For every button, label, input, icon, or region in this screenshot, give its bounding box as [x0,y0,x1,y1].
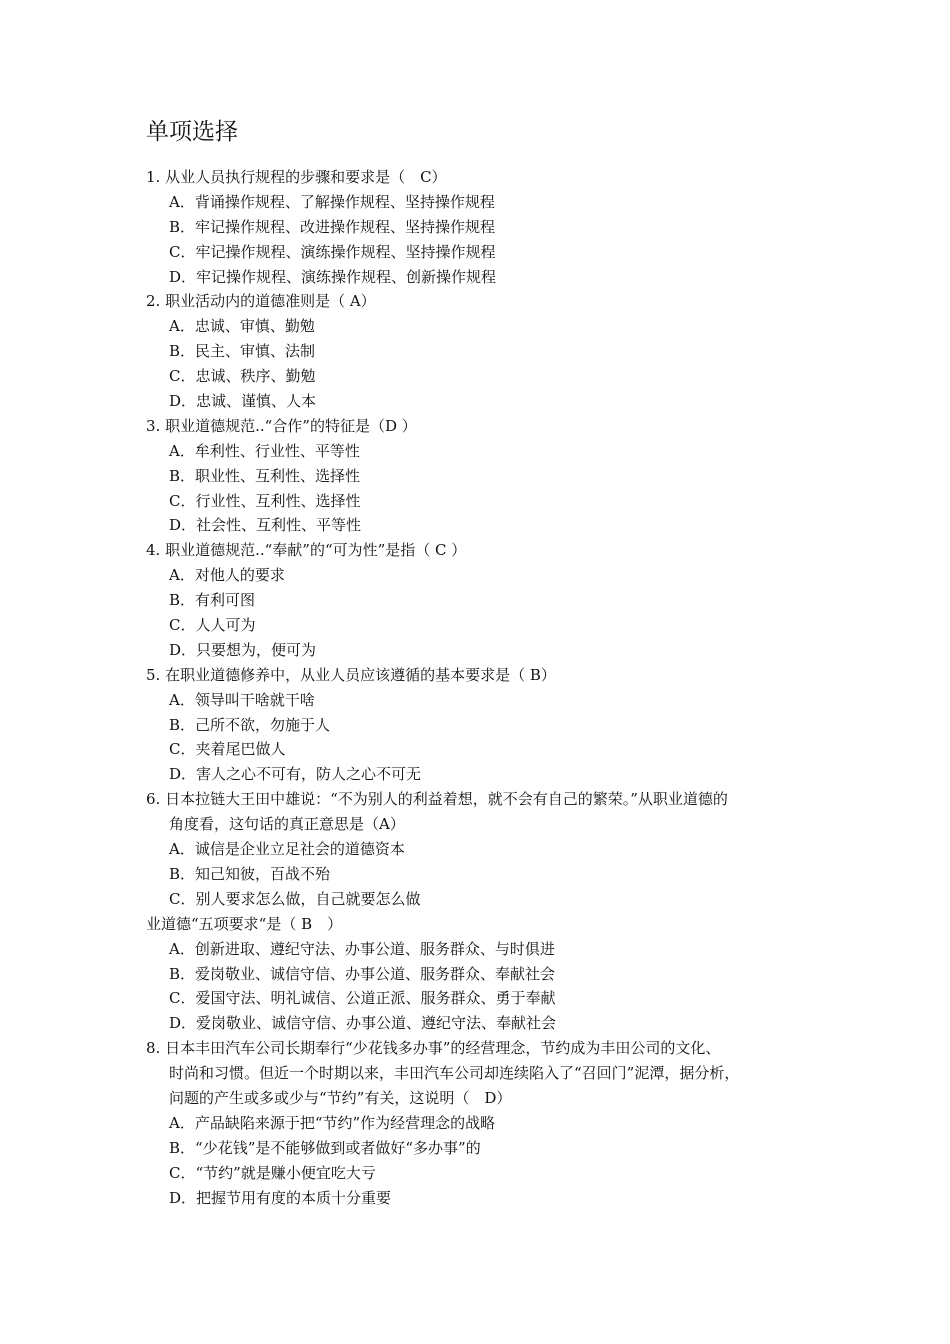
answer-option: A．牟利性、行业性、平等性 [169,441,360,460]
answer-option: D．社会性、互利性、平等性 [169,516,362,535]
question-stem: 1. 从业人员执行规程的步骤和要求是（ C） [146,168,447,186]
answer-option: A．领导叫干啥就干啥 [169,690,315,709]
answer-option: C．忠诚、秩序、勤勉 [169,367,316,386]
answer-option: C．“节约”就是赚小便宜吃大亏 [169,1163,376,1182]
answer-option: B．己所不欲，勿施于人 [169,715,331,734]
answer-option: B．知己知彼，百战不殆 [169,864,331,883]
question-block [146,414,826,538]
question-block [146,1036,826,1210]
question-stem: 4. 职业道德规范..“奉献”的“可为性”是指（ C ） [146,541,467,560]
answer-option: B．牢记操作规程、改进操作规程、坚持操作规程 [169,217,496,236]
question-stem: 6. 日本拉链大王田中雄说：“不为别人的利益着想，就不会有自己的繁荣。”从职业道德的 [146,790,728,809]
question-stem-continued: 角度看，这句话的真正意思是（A） [169,815,405,834]
answer-option: D．牢记操作规程、演练操作规程、创新操作规程 [169,267,497,286]
answer-option: A．忠诚、审慎、勤勉 [169,317,315,336]
question-stem: 5. 在职业道德修养中，从业人员应该遵循的基本要求是（ B） [146,665,556,684]
answer-option: A．诚信是企业立足社会的道德资本 [169,840,405,859]
question-stem: 业道德“五项要求“是（ B ） [146,914,343,933]
answer-option: B．“少花钱”是不能够做到或者做好“多办事”的 [169,1138,481,1157]
question-stem: 8. 日本丰田汽车公司长期奉行“少花钱多办事”的经营理念，节约成为丰田公司的文化、 [146,1039,721,1058]
answer-option: B．民主、审慎、法制 [169,342,316,361]
question-block [146,912,826,1036]
answer-option: C．人人可为 [169,616,256,635]
question-stem-continued: 时尚和习惯。但近一个时期以来，丰田汽车公司却连续陷入了“召回门”泥潭，据分析， [169,1064,740,1083]
question-block [146,165,826,289]
answer-option: C．牢记操作规程、演练操作规程、坚持操作规程 [169,242,496,261]
question-stem-continued: 问题的产生或多或少与“节约”有关，这说明（ D） [169,1088,512,1107]
answer-option: C．夹着尾巴做人 [169,740,286,759]
answer-option: A．对他人的要求 [169,566,285,585]
question-block [146,663,826,787]
answer-option: D．忠诚、谨慎、人本 [169,392,317,411]
answer-option: D．害人之心不可有，防人之心不可无 [169,765,422,784]
answer-option: A．创新进取、遵纪守法、办事公道、服务群众、与时俱进 [169,939,555,958]
answer-option: C．别人要求怎么做，自己就要怎么做 [169,889,421,908]
answer-option: C．爱国守法、明礼诚信、公道正派、服务群众、勇于奉献 [169,989,556,1008]
question-block [146,289,826,413]
answer-option: A．产品缺陷来源于把“节约”作为经营理念的战略 [169,1113,496,1132]
answer-option: D．把握节用有度的本质十分重要 [169,1188,392,1207]
question-stem: 2. 职业活动内的道德准则是（ A） [146,292,376,311]
answer-option: B．爱岗敬业、诚信守信、办事公道、服务群众、奉献社会 [169,964,556,983]
answer-option: D．只要想为，便可为 [169,640,317,659]
answer-option: A．背诵操作规程、了解操作规程、坚持操作规程 [169,192,495,211]
question-block [146,538,826,662]
answer-option: B．职业性、互利性、选择性 [169,466,361,485]
question-block [146,787,826,911]
question-stem: 3. 职业道德规范..“合作”的特征是（D ） [146,416,417,435]
answer-option: C．行业性、互利性、选择性 [169,491,361,510]
section-heading: 单项选择 [146,119,238,145]
answer-option: B．有利可图 [169,591,256,610]
question-list [146,165,826,1210]
answer-option: D．爱岗敬业、诚信守信、办事公道、遵纪守法、奉献社会 [169,1014,557,1033]
